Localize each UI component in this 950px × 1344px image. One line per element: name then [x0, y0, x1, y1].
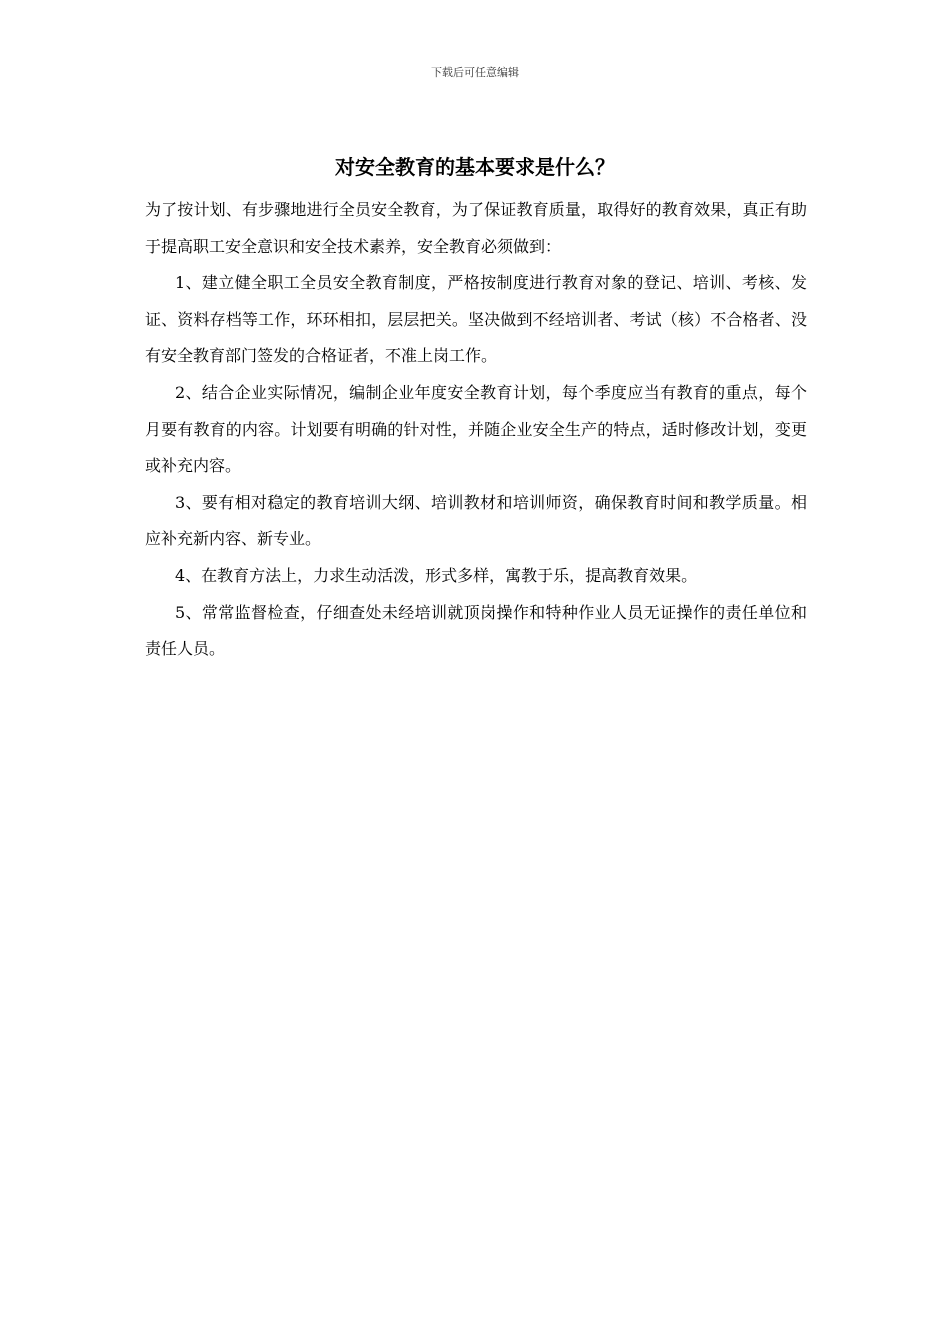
requirement-item-1: 1、建立健全职工全员安全教育制度，严格按制度进行教育对象的登记、培训、考核、发证、资料存档等工作，环环相扣，层层把关。坚决做到不经培训者、考试（核）不合格者、没有安全教育部门签发的合格证者，不准上岗工作。: [145, 273, 807, 366]
requirement-item-4: 4、在教育方法上，力求生动活泼，形式多样，寓教于乐，提高教育效果。: [175, 565, 698, 585]
requirement-item-3: 3、要有相对稳定的教育培训大纲、培训教材和培训师资，确保教育时间和教学质量。相应补充新内容、新专业。: [145, 492, 807, 549]
header-note: 下载后可任意编辑: [431, 66, 519, 79]
requirement-item-2: 2、结合企业实际情况，编制企业年度安全教育计划，每个季度应当有教育的重点，每个月要有教育的内容。计划要有明确的针对性，并随企业安全生产的特点，适时修改计划，变更或补充内容。: [145, 382, 807, 476]
document-title: 对安全教育的基本要求是什么？: [335, 155, 615, 179]
requirement-item-5: 5、常常监督检查，仔细查处未经培训就顶岗操作和特种作业人员无证操作的责任单位和责任人员。: [145, 602, 807, 659]
intro-paragraph: 为了按计划、有步骤地进行全员安全教育，为了保证教育质量，取得好的教育效果，真正有助于提高职工安全意识和安全技术素养，安全教育必须做到：: [145, 200, 807, 256]
document-body: [145, 192, 807, 668]
